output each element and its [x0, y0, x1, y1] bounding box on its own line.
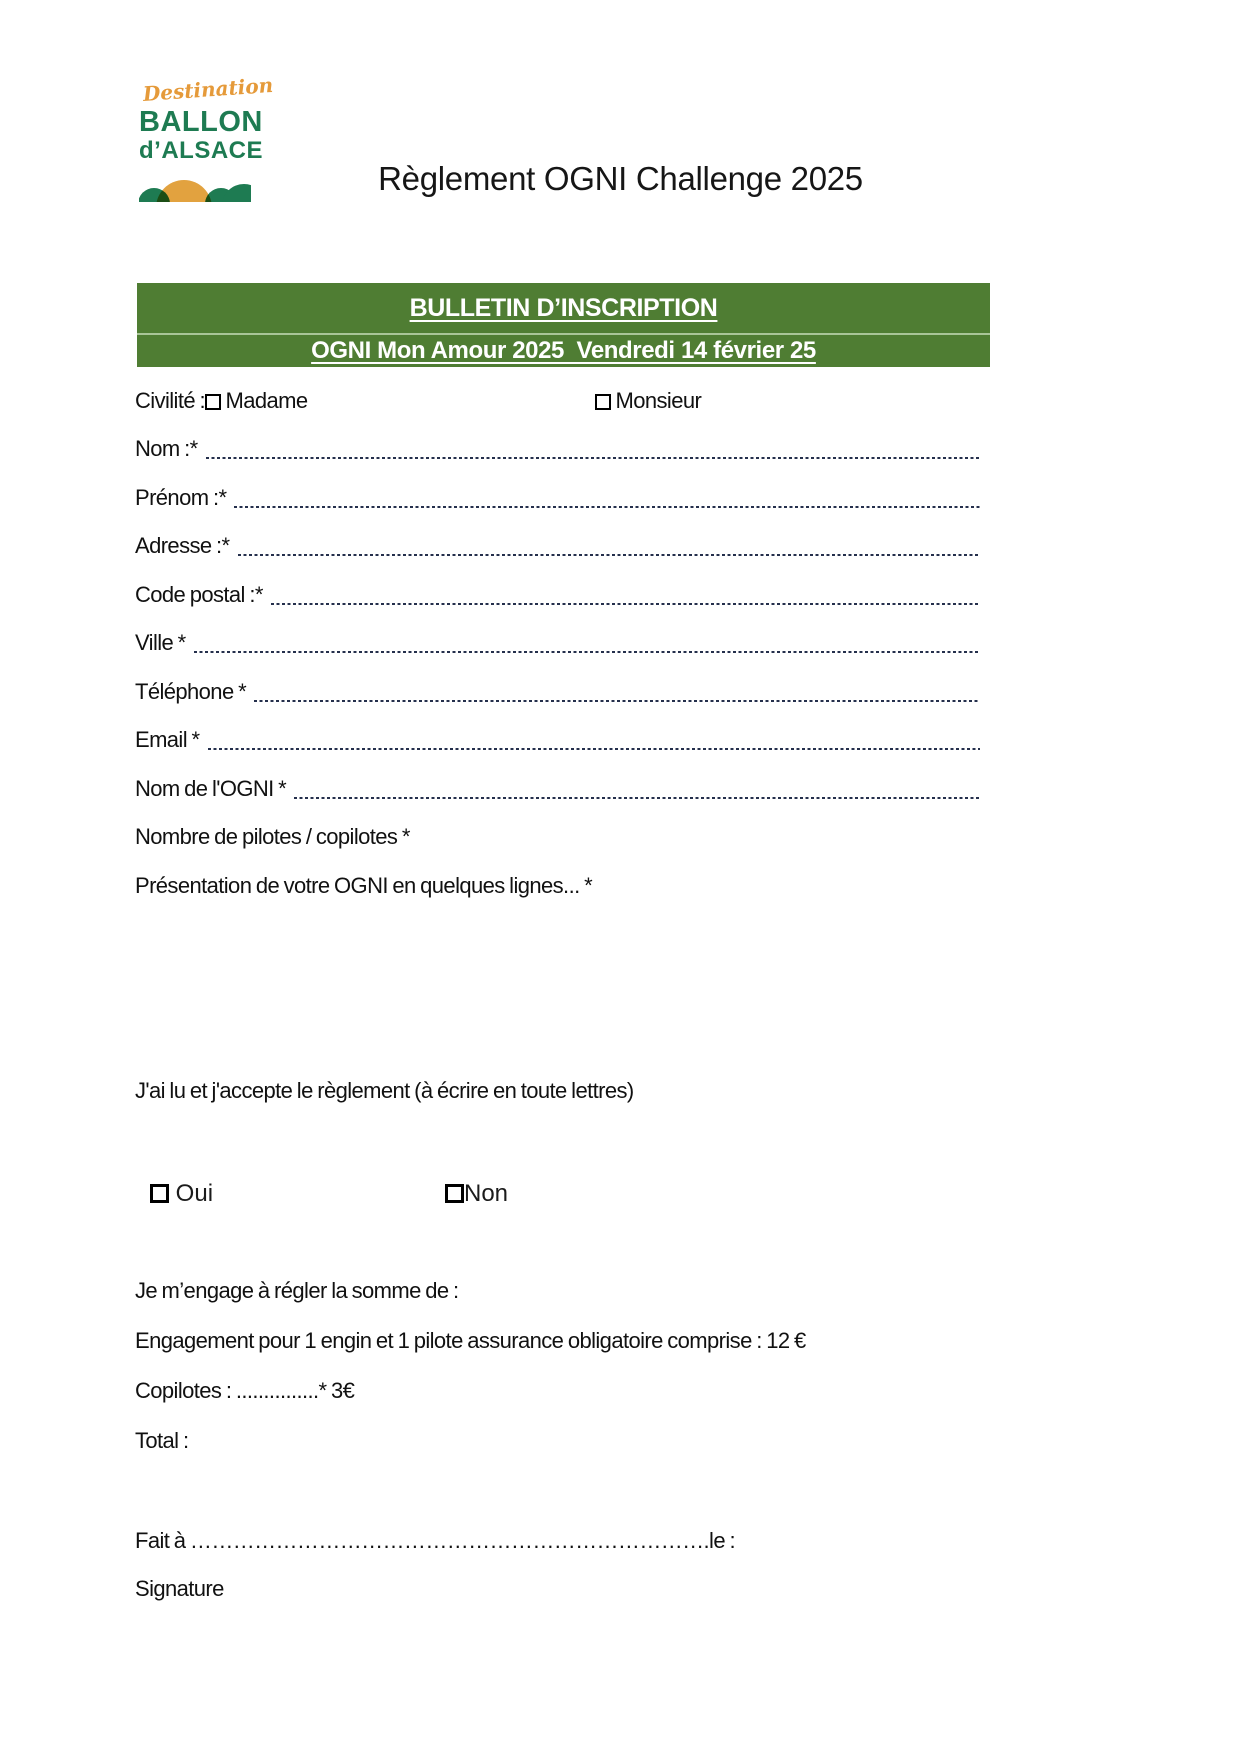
payment-copilotes: Copilotes : ...............* 3€	[135, 1378, 355, 1403]
nom-ogni-label: Nom de l'OGNI *	[135, 775, 287, 801]
civility-madame-group	[135, 388, 308, 414]
field-row-email	[135, 723, 980, 753]
banner-event-text: OGNI Mon Amour 2025 Vendredi 14 février 25	[311, 337, 816, 364]
email-input-line[interactable]	[208, 748, 981, 750]
non-label: Non	[464, 1180, 509, 1207]
nom-ogni-input-line[interactable]	[294, 797, 980, 799]
logo-ballon-text: BALLON	[139, 106, 263, 138]
field-row-prenom	[135, 481, 980, 511]
madame-checkbox[interactable]	[205, 394, 221, 410]
civility-label: Civilité :	[135, 388, 206, 413]
oui-checkbox[interactable]	[150, 1184, 169, 1203]
monsieur-checkbox[interactable]	[595, 394, 611, 410]
oui-group	[150, 1180, 213, 1208]
payment-total: Total :	[135, 1428, 189, 1453]
email-label: Email *	[135, 727, 200, 752]
ville-label: Ville *	[135, 630, 186, 655]
non-checkbox[interactable]	[445, 1184, 464, 1203]
fait-a-line: Fait à ……………………………………………………………….le :	[135, 1528, 735, 1553]
civility-row	[135, 388, 990, 416]
field-row-telephone	[135, 675, 980, 705]
banner-row-bulletin	[137, 283, 990, 333]
field-row-nom	[135, 432, 980, 462]
inscription-banner	[137, 283, 990, 367]
prenom-input-line[interactable]	[234, 506, 980, 508]
field-row-code-postal	[135, 578, 980, 608]
payment-engagement: Engagement pour 1 engin et 1 pilote assurance obligatoire comprise : 12 €	[135, 1328, 806, 1353]
field-row-nb-pilotes	[135, 820, 980, 850]
banner-bulletin-text: BULLETIN D’INSCRIPTION	[409, 293, 718, 322]
prenom-label: Prénom :*	[135, 484, 227, 510]
banner-row-event	[137, 335, 990, 367]
telephone-label: Téléphone *	[135, 678, 247, 704]
code-postal-input-line[interactable]	[271, 603, 980, 605]
telephone-input-line[interactable]	[254, 700, 980, 702]
field-row-ville	[135, 626, 980, 656]
oui-label: Oui	[175, 1180, 214, 1207]
adresse-label: Adresse :*	[135, 533, 230, 558]
monsieur-label: Monsieur	[615, 388, 702, 413]
signature-label: Signature	[135, 1576, 224, 1601]
non-group	[445, 1180, 508, 1208]
field-row-presentation	[135, 869, 980, 899]
logo-script-text: Destination	[142, 72, 274, 106]
ville-input-line[interactable]	[194, 651, 980, 653]
adresse-input-line[interactable]	[238, 554, 981, 556]
madame-label: Madame	[225, 388, 308, 413]
nom-input-line[interactable]	[206, 457, 980, 459]
acceptance-statement: J'ai lu et j'accepte le règlement (à écrire en toute lettres)	[135, 1078, 634, 1103]
logo-alsace-text: d’ALSACE	[139, 137, 263, 164]
code-postal-label: Code postal :*	[135, 581, 263, 607]
field-row-adresse	[135, 529, 980, 559]
nb-pilotes-label: Nombre de pilotes / copilotes *	[135, 824, 410, 849]
presentation-label: Présentation de votre OGNI en quelques lignes... *	[135, 872, 593, 898]
page-title: Règlement OGNI Challenge 2025	[378, 160, 863, 197]
acceptance-options-row	[135, 1180, 990, 1206]
civility-monsieur-group	[595, 388, 701, 414]
form-fields	[135, 432, 980, 899]
nom-label: Nom :*	[135, 436, 198, 461]
field-row-nom-ogni	[135, 772, 980, 802]
payment-intro: Je m’engage à régler la somme de :	[135, 1278, 459, 1303]
